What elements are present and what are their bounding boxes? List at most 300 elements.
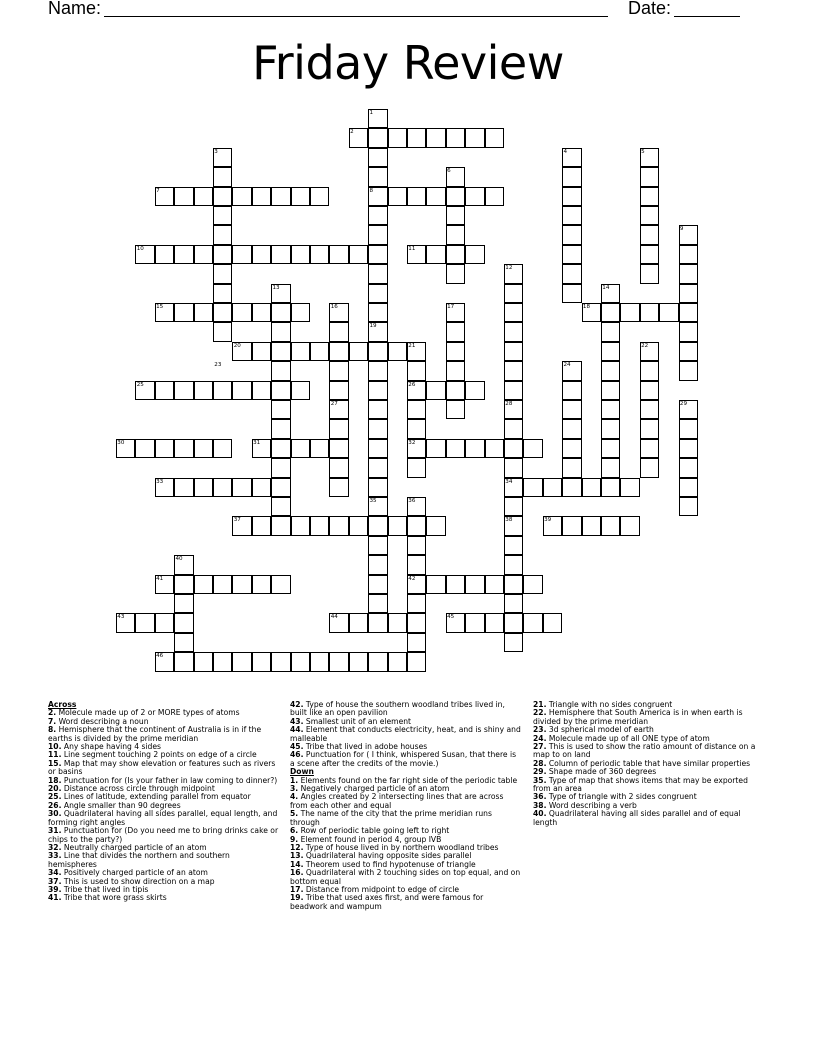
crossword-cell[interactable] xyxy=(213,187,232,206)
crossword-cell[interactable] xyxy=(640,225,659,244)
crossword-cell[interactable] xyxy=(446,322,465,341)
crossword-cell[interactable] xyxy=(368,361,387,380)
crossword-cell[interactable] xyxy=(213,206,232,225)
crossword-cell[interactable] xyxy=(368,594,387,613)
crossword-cell[interactable] xyxy=(368,575,387,594)
clue-number: 28 xyxy=(505,401,513,407)
crossword-cell[interactable] xyxy=(426,575,445,594)
crossword-cell[interactable] xyxy=(640,167,659,186)
crossword-cell[interactable] xyxy=(271,303,290,322)
crossword-cell[interactable] xyxy=(291,342,310,361)
crossword-cell[interactable] xyxy=(368,478,387,497)
clue-num: 9. xyxy=(290,834,299,844)
page-title: Friday Review xyxy=(252,36,564,90)
clue-num: 23. xyxy=(533,725,547,735)
crossword-cell[interactable] xyxy=(582,478,601,497)
crossword-cell[interactable] xyxy=(368,128,387,147)
crossword-cell[interactable] xyxy=(562,400,581,419)
crossword-cell[interactable] xyxy=(349,613,368,632)
crossword-cell[interactable] xyxy=(329,478,348,497)
crossword-cell[interactable] xyxy=(329,342,348,361)
crossword-cell[interactable] xyxy=(582,516,601,535)
clue-number: 25 xyxy=(136,381,144,388)
crossword-cell[interactable] xyxy=(601,478,620,497)
crossword-cell[interactable] xyxy=(291,187,310,206)
crossword-cell[interactable] xyxy=(252,245,271,264)
clue-number: 19 xyxy=(369,323,377,330)
crossword-cell[interactable] xyxy=(368,613,387,632)
crossword-cell[interactable] xyxy=(640,206,659,225)
clue-text: Tribe that used axes first, and were famous for beadwork and wampum xyxy=(290,893,484,911)
crossword-cell[interactable] xyxy=(368,555,387,574)
crossword-cell[interactable] xyxy=(252,303,271,322)
crossword-cell[interactable] xyxy=(679,458,698,477)
crossword-cell[interactable] xyxy=(446,187,465,206)
crossword-cell[interactable] xyxy=(426,439,445,458)
crossword-cell[interactable] xyxy=(562,167,581,186)
crossword-cell[interactable] xyxy=(465,187,484,206)
crossword-cell[interactable] xyxy=(407,361,426,380)
crossword-cell[interactable] xyxy=(291,652,310,671)
crossword-cell[interactable] xyxy=(232,303,251,322)
crossword-cell[interactable] xyxy=(504,633,523,652)
crossword-cell[interactable] xyxy=(368,516,387,535)
crossword-cell[interactable] xyxy=(174,613,193,632)
crossword-cell[interactable] xyxy=(485,439,504,458)
crossword-cell[interactable] xyxy=(232,478,251,497)
crossword-cell[interactable] xyxy=(620,478,639,497)
crossword-cell[interactable] xyxy=(562,439,581,458)
crossword-cell[interactable] xyxy=(446,206,465,225)
crossword-cell[interactable] xyxy=(504,594,523,613)
crossword-cell[interactable] xyxy=(446,575,465,594)
crossword-cell[interactable] xyxy=(465,245,484,264)
crossword-cell[interactable] xyxy=(232,575,251,594)
crossword-cell[interactable] xyxy=(504,419,523,438)
clue-num: 35. xyxy=(533,775,547,785)
clue-number: 6 xyxy=(447,168,451,175)
crossword-cell[interactable] xyxy=(155,613,174,632)
clue-across-44 xyxy=(290,726,522,743)
crossword-cell[interactable] xyxy=(271,516,290,535)
clue-number: 15 xyxy=(156,304,164,310)
crossword-cell[interactable] xyxy=(640,361,659,380)
crossword-cell[interactable] xyxy=(407,516,426,535)
crossword-cell[interactable] xyxy=(174,652,193,671)
crossword-cell[interactable] xyxy=(291,516,310,535)
clue-number: 38 xyxy=(505,517,513,524)
crossword-cell[interactable] xyxy=(562,419,581,438)
clue-number: 14 xyxy=(602,284,610,291)
crossword-cell[interactable] xyxy=(504,381,523,400)
clue-text: Neutrally charged particle of an atom xyxy=(63,842,207,852)
crossword-cell[interactable] xyxy=(562,381,581,400)
crossword-cell[interactable] xyxy=(232,187,251,206)
clue-text: 3d spherical model of earth xyxy=(548,725,654,735)
crossword-cell[interactable] xyxy=(562,206,581,225)
crossword-cell[interactable] xyxy=(368,245,387,264)
crossword-cell[interactable] xyxy=(407,652,426,671)
crossword-cell[interactable] xyxy=(679,439,698,458)
crossword-cell[interactable] xyxy=(562,478,581,497)
crossword-cell[interactable] xyxy=(368,536,387,555)
crossword-cell[interactable] xyxy=(485,128,504,147)
clue-text: Lines of latitude, extending parallel from equator xyxy=(63,792,251,802)
crossword-cell[interactable] xyxy=(174,633,193,652)
crossword-cell[interactable] xyxy=(446,342,465,361)
crossword-cell[interactable] xyxy=(252,342,271,361)
crossword-cell[interactable] xyxy=(271,361,290,380)
crossword-cell[interactable] xyxy=(232,245,251,264)
clue-number: 17 xyxy=(447,304,455,310)
crossword-cell[interactable] xyxy=(174,575,193,594)
crossword-cell[interactable] xyxy=(446,381,465,400)
crossword-cell[interactable] xyxy=(640,245,659,264)
crossword-cell[interactable] xyxy=(194,575,213,594)
crossword-cell[interactable] xyxy=(504,284,523,303)
crossword-cell[interactable] xyxy=(213,264,232,283)
clue-text: Quadrilateral having all sides parallel, equal length, and forming right angles xyxy=(48,809,278,827)
crossword-cell[interactable] xyxy=(368,167,387,186)
crossword-cell[interactable] xyxy=(271,322,290,341)
crossword-cell[interactable] xyxy=(562,458,581,477)
crossword-cell[interactable] xyxy=(174,439,193,458)
crossword-cell[interactable] xyxy=(213,303,232,322)
crossword-cell[interactable] xyxy=(620,516,639,535)
crossword-cell[interactable] xyxy=(155,381,174,400)
clue-text: Type of house the southern woodland tribes lived in, built like an open pavilion xyxy=(290,700,505,718)
crossword-cell[interactable] xyxy=(640,264,659,283)
crossword-cell[interactable] xyxy=(601,381,620,400)
crossword-cell[interactable] xyxy=(252,516,271,535)
crossword-cell[interactable] xyxy=(368,419,387,438)
crossword-cell[interactable] xyxy=(135,613,154,632)
crossword-cell[interactable] xyxy=(504,497,523,516)
crossword-cell[interactable] xyxy=(329,458,348,477)
crossword-cell[interactable] xyxy=(407,128,426,147)
crossword-cell[interactable] xyxy=(271,342,290,361)
crossword-cell[interactable] xyxy=(174,187,193,206)
clue-text: Quadrilateral having opposite sides parallel xyxy=(305,851,472,861)
crossword-cell[interactable] xyxy=(601,303,620,322)
crossword-cell[interactable] xyxy=(213,478,232,497)
crossword-cell[interactable] xyxy=(271,400,290,419)
crossword-cell[interactable] xyxy=(368,303,387,322)
crossword-cell[interactable] xyxy=(388,613,407,632)
clue-number: 30 xyxy=(117,439,125,446)
crossword-cell[interactable] xyxy=(194,303,213,322)
crossword-cell[interactable] xyxy=(271,575,290,594)
crossword-cell[interactable] xyxy=(213,652,232,671)
clue-num: 44. xyxy=(290,725,304,735)
crossword-cell[interactable] xyxy=(388,128,407,147)
crossword-cell[interactable] xyxy=(601,322,620,341)
crossword-cell[interactable] xyxy=(329,516,348,535)
crossword-cell[interactable] xyxy=(679,284,698,303)
crossword-cell[interactable] xyxy=(349,516,368,535)
crossword-cell[interactable] xyxy=(194,245,213,264)
crossword-cell[interactable] xyxy=(213,167,232,186)
crossword-cell[interactable] xyxy=(543,478,562,497)
crossword-cell[interactable] xyxy=(426,245,445,264)
crossword-cell[interactable] xyxy=(523,439,542,458)
crossword-cell[interactable] xyxy=(310,342,329,361)
crossword-cell[interactable] xyxy=(194,187,213,206)
crossword-cell[interactable] xyxy=(349,245,368,264)
crossword-cell[interactable] xyxy=(407,613,426,632)
crossword-cell[interactable] xyxy=(601,458,620,477)
crossword-cell[interactable] xyxy=(155,245,174,264)
crossword-cell[interactable] xyxy=(329,381,348,400)
clue-text: Word describing a noun xyxy=(58,716,149,726)
crossword-cell[interactable] xyxy=(271,652,290,671)
crossword-cell[interactable] xyxy=(562,264,581,283)
crossword-cell[interactable] xyxy=(213,245,232,264)
crossword-cell[interactable] xyxy=(388,652,407,671)
clue-text: Elements found on the far right side of the periodic table xyxy=(300,775,518,785)
crossword-cell[interactable] xyxy=(194,381,213,400)
crossword-cell[interactable] xyxy=(504,322,523,341)
crossword-cell[interactable] xyxy=(232,652,251,671)
crossword-cell[interactable] xyxy=(271,419,290,438)
crossword-cell[interactable] xyxy=(446,361,465,380)
crossword-cell[interactable] xyxy=(601,439,620,458)
crossword-cell[interactable] xyxy=(562,516,581,535)
crossword-cell[interactable] xyxy=(213,381,232,400)
crossword-cell[interactable] xyxy=(271,245,290,264)
crossword-cell[interactable] xyxy=(679,497,698,516)
crossword-cell[interactable] xyxy=(291,245,310,264)
crossword-cell[interactable] xyxy=(446,264,465,283)
crossword-cell[interactable] xyxy=(446,245,465,264)
crossword-cell[interactable] xyxy=(349,342,368,361)
crossword-cell[interactable] xyxy=(562,245,581,264)
crossword-cell[interactable] xyxy=(349,652,368,671)
crossword-cell[interactable] xyxy=(562,225,581,244)
crossword-cell[interactable] xyxy=(155,439,174,458)
crossword-cell[interactable] xyxy=(368,652,387,671)
crossword-cell[interactable] xyxy=(291,439,310,458)
crossword-cell[interactable] xyxy=(174,245,193,264)
crossword-cell[interactable] xyxy=(310,516,329,535)
crossword-cell[interactable] xyxy=(310,245,329,264)
crossword-cell[interactable] xyxy=(310,439,329,458)
crossword-cell[interactable] xyxy=(601,342,620,361)
clue-num: 32. xyxy=(48,842,62,852)
crossword-cell[interactable] xyxy=(252,575,271,594)
clue-num: 34. xyxy=(48,868,62,878)
clue-text: Any shape having 4 sides xyxy=(63,742,161,752)
crossword-cell[interactable] xyxy=(368,342,387,361)
clue-number: 2 xyxy=(350,129,354,136)
clue-text: Tribe that lived in adobe houses xyxy=(305,742,428,752)
crossword-cell[interactable] xyxy=(174,594,193,613)
crossword-cell[interactable] xyxy=(659,303,678,322)
crossword-cell[interactable] xyxy=(543,613,562,632)
crossword-cell[interactable] xyxy=(194,652,213,671)
crossword-cell[interactable] xyxy=(194,478,213,497)
clue-num: 31. xyxy=(48,826,62,836)
crossword-cell[interactable] xyxy=(485,613,504,632)
clue-num: 4. xyxy=(290,792,299,802)
crossword-cell[interactable] xyxy=(291,303,310,322)
crossword-cell[interactable] xyxy=(329,245,348,264)
crossword-cell[interactable] xyxy=(679,419,698,438)
clue-num: 33. xyxy=(48,851,62,861)
crossword-cell[interactable] xyxy=(329,439,348,458)
crossword-cell[interactable] xyxy=(407,400,426,419)
crossword-cell[interactable] xyxy=(601,516,620,535)
crossword-cell[interactable] xyxy=(504,303,523,322)
crossword-cell[interactable] xyxy=(271,458,290,477)
crossword-cell[interactable] xyxy=(504,613,523,632)
clue-number: 23 xyxy=(214,362,222,369)
crossword-cell[interactable] xyxy=(504,458,523,477)
crossword-cell[interactable] xyxy=(271,381,290,400)
crossword-cell[interactable] xyxy=(135,439,154,458)
crossword-cell[interactable] xyxy=(232,381,251,400)
crossword-cell[interactable] xyxy=(679,361,698,380)
crossword-cell[interactable] xyxy=(485,187,504,206)
crossword-cell[interactable] xyxy=(640,303,659,322)
clue-num: 29. xyxy=(533,767,547,777)
crossword-cell[interactable] xyxy=(388,187,407,206)
crossword-cell[interactable] xyxy=(640,439,659,458)
clue-num: 10. xyxy=(48,742,62,752)
crossword-cell[interactable] xyxy=(271,478,290,497)
crossword-cell[interactable] xyxy=(640,400,659,419)
crossword-cell[interactable] xyxy=(523,478,542,497)
crossword-cell[interactable] xyxy=(407,594,426,613)
clue-number: 5 xyxy=(641,148,645,155)
crossword-cell[interactable] xyxy=(407,555,426,574)
crossword-cell[interactable] xyxy=(679,245,698,264)
crossword-cell[interactable] xyxy=(407,187,426,206)
crossword-cell[interactable] xyxy=(601,419,620,438)
crossword-cell[interactable] xyxy=(329,361,348,380)
crossword-cell[interactable] xyxy=(465,575,484,594)
crossword-cell[interactable] xyxy=(174,303,193,322)
crossword-cell[interactable] xyxy=(252,478,271,497)
crossword-cell[interactable] xyxy=(407,536,426,555)
crossword-cell[interactable] xyxy=(504,536,523,555)
crossword-cell[interactable] xyxy=(271,187,290,206)
crossword-cell[interactable] xyxy=(640,458,659,477)
crossword-cell[interactable] xyxy=(252,187,271,206)
crossword-cell[interactable] xyxy=(562,284,581,303)
crossword-cell[interactable] xyxy=(640,187,659,206)
crossword-cell[interactable] xyxy=(291,381,310,400)
crossword-cell[interactable] xyxy=(252,381,271,400)
crossword-cell[interactable] xyxy=(368,206,387,225)
crossword-cell[interactable] xyxy=(174,478,193,497)
crossword-cell[interactable] xyxy=(426,187,445,206)
crossword-cell[interactable] xyxy=(523,575,542,594)
clue-number: 32 xyxy=(408,439,416,446)
crossword-cell[interactable] xyxy=(271,497,290,516)
crossword-cell[interactable] xyxy=(252,652,271,671)
crossword-cell[interactable] xyxy=(640,381,659,400)
crossword-cell[interactable] xyxy=(310,652,329,671)
crossword-cell[interactable] xyxy=(213,225,232,244)
crossword-cell[interactable] xyxy=(368,400,387,419)
clue-num: 13. xyxy=(290,851,304,861)
crossword-cell[interactable] xyxy=(679,478,698,497)
crossword-cell[interactable] xyxy=(407,419,426,438)
crossword-cell[interactable] xyxy=(504,555,523,574)
crossword-cell[interactable] xyxy=(407,458,426,477)
crossword-cell[interactable] xyxy=(194,439,213,458)
crossword-cell[interactable] xyxy=(213,284,232,303)
crossword-cell[interactable] xyxy=(504,342,523,361)
crossword-cell[interactable] xyxy=(465,613,484,632)
crossword-cell[interactable] xyxy=(368,284,387,303)
crossword-cell[interactable] xyxy=(601,361,620,380)
crossword-cell[interactable] xyxy=(388,342,407,361)
crossword-cell[interactable] xyxy=(368,458,387,477)
crossword-cell[interactable] xyxy=(368,264,387,283)
crossword-cell[interactable] xyxy=(465,128,484,147)
crossword-cell[interactable] xyxy=(310,187,329,206)
crossword-cell[interactable] xyxy=(601,400,620,419)
clue-text: Punctuation for (Is your father in law coming to dinner?) xyxy=(63,775,278,785)
crossword-cell[interactable] xyxy=(446,439,465,458)
clue-text: Element that conducts electricity, heat, and is shiny and malleable xyxy=(290,725,521,743)
crossword-cell[interactable] xyxy=(679,322,698,341)
crossword-cell[interactable] xyxy=(562,187,581,206)
crossword-cell[interactable] xyxy=(329,322,348,341)
crossword-cell[interactable] xyxy=(368,439,387,458)
clue-num: 27. xyxy=(533,742,547,752)
crossword-cell[interactable] xyxy=(368,381,387,400)
crossword-cell[interactable] xyxy=(504,575,523,594)
crossword-cell[interactable] xyxy=(446,400,465,419)
crossword-cell[interactable] xyxy=(465,381,484,400)
crossword-cell[interactable] xyxy=(368,148,387,167)
crossword-cell[interactable] xyxy=(426,516,445,535)
crossword-cell[interactable] xyxy=(446,128,465,147)
crossword-cell[interactable] xyxy=(368,225,387,244)
crossword-cell[interactable] xyxy=(446,225,465,244)
crossword-cell[interactable] xyxy=(213,575,232,594)
crossword-cell[interactable] xyxy=(271,439,290,458)
crossword-cell[interactable] xyxy=(679,342,698,361)
clue-number: 9 xyxy=(679,226,684,233)
crossword-cell[interactable] xyxy=(213,439,232,458)
crossword-cell[interactable] xyxy=(407,633,426,652)
crossword-cell[interactable] xyxy=(426,381,445,400)
crossword-cell[interactable] xyxy=(679,264,698,283)
crossword-cell[interactable] xyxy=(213,322,232,341)
crossword-cell[interactable] xyxy=(504,439,523,458)
crossword-cell[interactable] xyxy=(426,128,445,147)
clue-across-30 xyxy=(48,810,280,827)
crossword-cell[interactable] xyxy=(679,303,698,322)
crossword-cell[interactable] xyxy=(388,516,407,535)
crossword-cell[interactable] xyxy=(620,303,639,322)
clue-num: 30. xyxy=(48,809,62,819)
crossword-cell[interactable] xyxy=(465,439,484,458)
crossword-cell[interactable] xyxy=(485,575,504,594)
clue-text: Distance across circle through midpoint xyxy=(63,784,215,794)
crossword-cell[interactable] xyxy=(504,361,523,380)
crossword-cell[interactable] xyxy=(640,419,659,438)
crossword-cell[interactable] xyxy=(523,613,542,632)
crossword-cell[interactable] xyxy=(174,381,193,400)
crossword-cell[interactable] xyxy=(329,419,348,438)
clue-num: 24. xyxy=(533,733,547,743)
crossword-cell[interactable] xyxy=(329,652,348,671)
